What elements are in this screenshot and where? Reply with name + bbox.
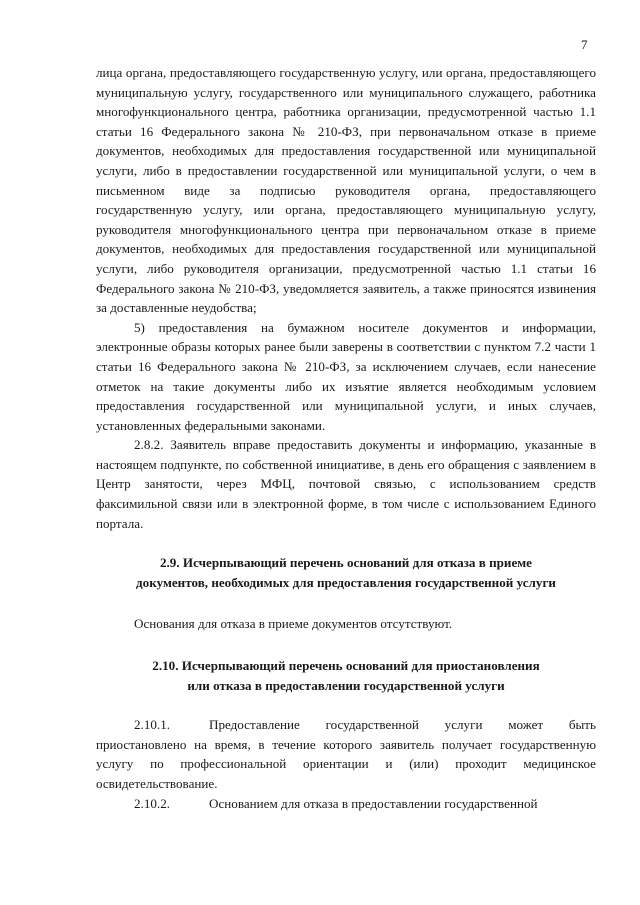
section-heading-2-9-line1: 2.9. Исчерпывающий перечень оснований для отказа в приеме	[159, 555, 532, 571]
paragraph-continuation: лица органа, предоставляющего государственную услугу, или органа, предоставляющего муниципальную услугу, государственного или муниципального служащего, работника многофункционального центра, работника организации, предусмотренной частью 1.1 статьи 16 Федерального закона № 210-ФЗ, при первоначальном отказе в приеме документов, необходимых для предоставления государственной или муниципальной услуги, либо в предоставлении государственной или муниципальной услуги, о чем в письменном виде за подписью руководителя органа, предоставляющего государственную услугу, или органа, предоставляющего муниципальную услугу, руководителя многофункционального центра при первоначальном отказе в приеме документов, необходимых для предоставления государственной или муниципальной услуги, либо руководителя организации, предусмотренной частью 1.1 статьи 16 Федерального закона № 210-ФЗ, уведомляется заявитель, а также приносятся извинения за доставленные неудобства;	[96, 65, 596, 316]
section-2-9-text: Основания для отказа в приеме документов отсутствуют.	[134, 616, 453, 632]
page-number: 7	[581, 37, 588, 52]
paragraph-item-5: 5) предоставления на бумажном носителе документов и информации, электронные образы которых ранее были заверены в соответствии с пунктом 7.2 части 1 статьи 16 Федерального закона № 210-ФЗ, за исключением случаев, если нанесение отметок на такие документы либо их изъятие является необходимым условием предоставления государственной или муниципальной услуги, и иных случаев, установленных федеральными законами.	[96, 319, 596, 433]
item-2-10-1	[96, 715, 596, 793]
paragraph-2-8-2: 2.8.2. Заявитель вправе предоставить документы и информацию, указанные в настоящем подпункте, по собственной инициативе, в день его обращения с заявлением в Центр занятости, через МФЦ, почтовой связью, с использованием средств факсимильной связи или в электронной форме, в том числе с использованием Единого портала.	[96, 437, 596, 531]
section-heading-2-9-line2: документов, необходимых для предоставления государственной услуги	[136, 574, 556, 590]
item-2-10-1-number: 2.10.1.	[134, 717, 171, 733]
section-heading-2-10-line2: или отказа в предоставлении государственной услуги	[187, 677, 505, 693]
item-2-10-2-number: 2.10.2.	[134, 795, 171, 811]
section-heading-2-10	[96, 656, 596, 695]
document-body	[96, 63, 596, 813]
section-heading-2-9	[96, 553, 596, 592]
item-2-10-2	[96, 794, 596, 814]
item-2-10-1-text: Предоставление государственной услуги может быть приостановлено на время, в течение которого заявитель получает государственную услугу по профессиональной ориентации и (или) проходит медицинское освидетельствование.	[96, 717, 596, 791]
item-2-10-2-text: Основанием для отказа в предоставлении государственной	[209, 795, 538, 811]
section-heading-2-10-line1: 2.10. Исчерпывающий перечень оснований для приостановления	[152, 658, 540, 674]
